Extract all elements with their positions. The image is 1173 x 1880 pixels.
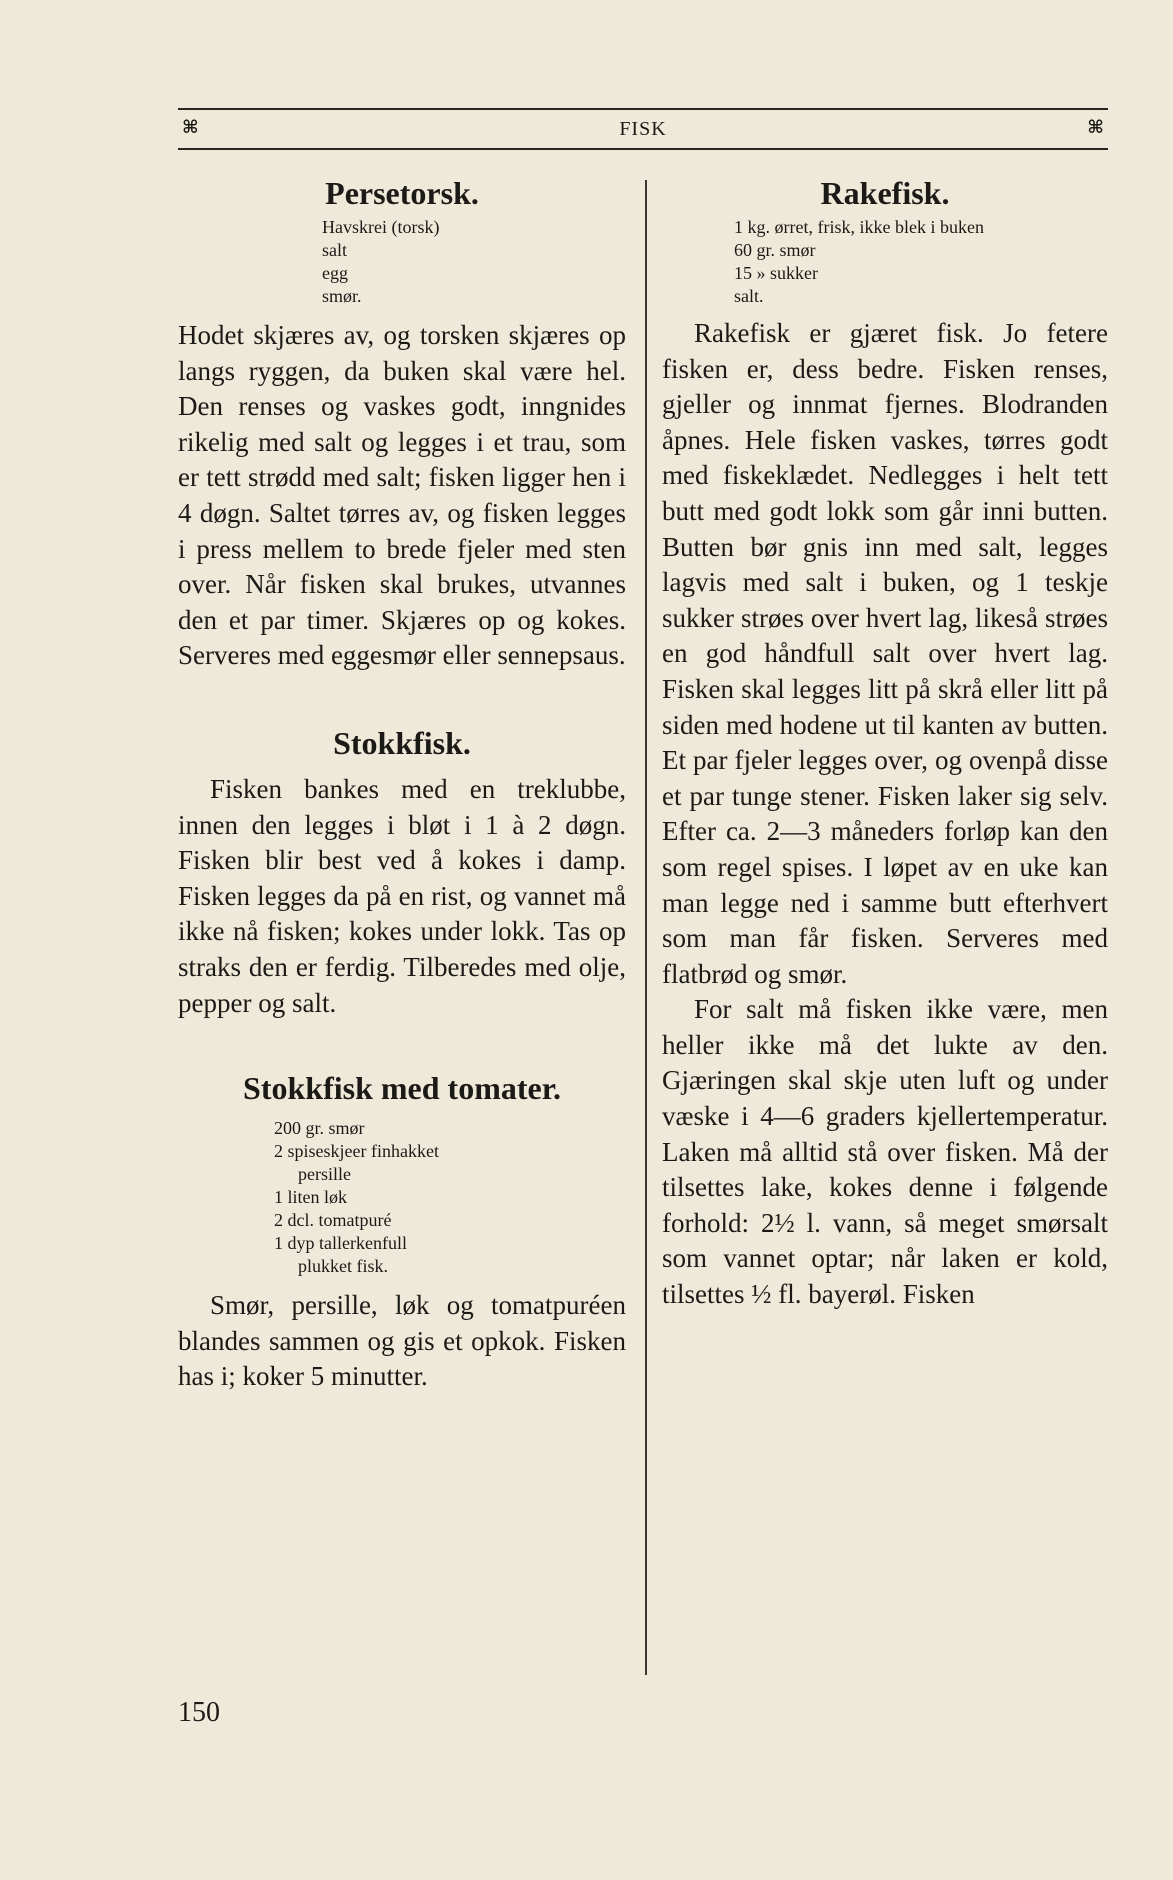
recipe-text-rakefisk-continued: For salt må fisken ikke være, men heller ikke må det lukte av den. Gjæringen skal skje uten luft og under væske i 4—6 graders kjellertemperatur. Laken må alltid stå over fisken. Må der tilsettes lake, kokes denne i følgende forhold: 2½ l. vann, så meget smørsalt som vannet optar; når laken er kold, tilsettes ½ fl. bayerøl. Fisken: [662, 994, 1108, 1310]
ingredient-item: persille: [298, 1164, 351, 1185]
ingredient-list-rakefisk: [734, 216, 1108, 308]
recipe-title-persetorsk: Persetorsk.: [325, 175, 479, 211]
recipe-title-stokkfisk-tomater: Stokkfisk med tomater.: [243, 1070, 561, 1107]
recipe-title-rakefisk: Rakefisk.: [820, 175, 950, 211]
recipe-text-stokkfisk: Fisken bankes med en treklubbe, innen den legges i bløt i 1 à 2 døgn. Fisken blir best ved å kokes i damp. Fisken legges da på en rist, og vannet må ikke nå fisken; kokes under lokk. Tas op straks den er ferdig. Tilberedes med olje, pepper og salt.: [178, 773, 626, 1018]
ingredient-item: 15 » sukker: [734, 263, 818, 283]
left-ornament-icon: ⌘: [182, 117, 199, 137]
ingredient-item: salt: [322, 240, 347, 260]
ingredient-item: 1 kg. ørret, frisk, ikke blek i buken: [734, 217, 984, 237]
ingredient-item: Havskrei (torsk): [322, 217, 440, 237]
header-title: FISK: [619, 118, 667, 140]
page-number: 150: [178, 1697, 220, 1728]
recipe-text-persetorsk: Hodet skjæres av, og torsken skjæres op langs ryggen, da buken skal være hel. Den renses og vaskes godt, inngnides rikelig med salt og legges i et trau, som er tett strødd med salt; fisken ligger hen i 4 døgn. Saltet tørres av, og fisken legges i press mellem to brede fjeler med sten over. Når fisken skal brukes, utvannes den et par timer. Skjæres op og kokes. Serveres med eggesmør eller sennepsaus.: [178, 320, 626, 671]
ingredient-item: plukket fisk.: [298, 1256, 388, 1277]
ingredient-item: 1 liten løk: [274, 1187, 347, 1208]
ingredient-item: 2 dcl. tomatpuré: [274, 1210, 392, 1231]
column-divider: [645, 180, 647, 1675]
ingredient-item: 200 gr. smør: [274, 1118, 365, 1139]
recipe-title-stokkfisk: Stokkfisk.: [333, 724, 471, 761]
running-header: [178, 108, 1108, 150]
ingredient-item: 60 gr. smør: [734, 240, 816, 260]
recipe-text-stokkfisk-tomater: Smør, persille, løk og tomatpuréen blandes sammen og gis et opkok. Fisken has i; koker 5 minutter.: [178, 1290, 626, 1392]
ingredient-item: 2 spiseskjeer finhakket: [274, 1141, 439, 1162]
left-column: [178, 170, 626, 1395]
ingredient-item: egg: [322, 263, 348, 283]
right-ornament-icon: ⌘: [1087, 117, 1104, 137]
right-column: [662, 170, 1108, 1313]
ingredient-item: 1 dyp tallerkenfull: [274, 1233, 407, 1254]
ingredient-list-stokkfisk-tomater: [274, 1117, 626, 1278]
ingredient-item: smør.: [322, 286, 362, 306]
ingredient-item: salt.: [734, 286, 764, 306]
recipe-text-rakefisk: Rakefisk er gjæret fisk. Jo fetere fisken er, dess bedre. Fisken renses, gjeller og innmat fjernes. Blodranden åpnes. Hele fisken vaskes, tørres godt med fiskeklædet. Nedlegges i helt tett butt med godt lokk som går inni butten. Butten bør gnis inn med salt, legges lagvis med salt i buken, og 1 teskje sukker strøes over hvert lag, likeså strøes en god håndfull salt over hvert lag. Fisken skal legges litt på skrå eller litt på siden med hodene ut til kanten av butten. Et par fjeler legges over, og ovenpå disse et par tunge stener. Fisken laker sig selv. Efter ca. 2—3 måneders forløp kan den som regel spises. I løpet av en uke kan man legge ned i samme butt efterhvert som man får fisken. Serveres med flatbrød og smør.: [662, 318, 1108, 989]
ingredient-list-persetorsk: [322, 216, 626, 308]
